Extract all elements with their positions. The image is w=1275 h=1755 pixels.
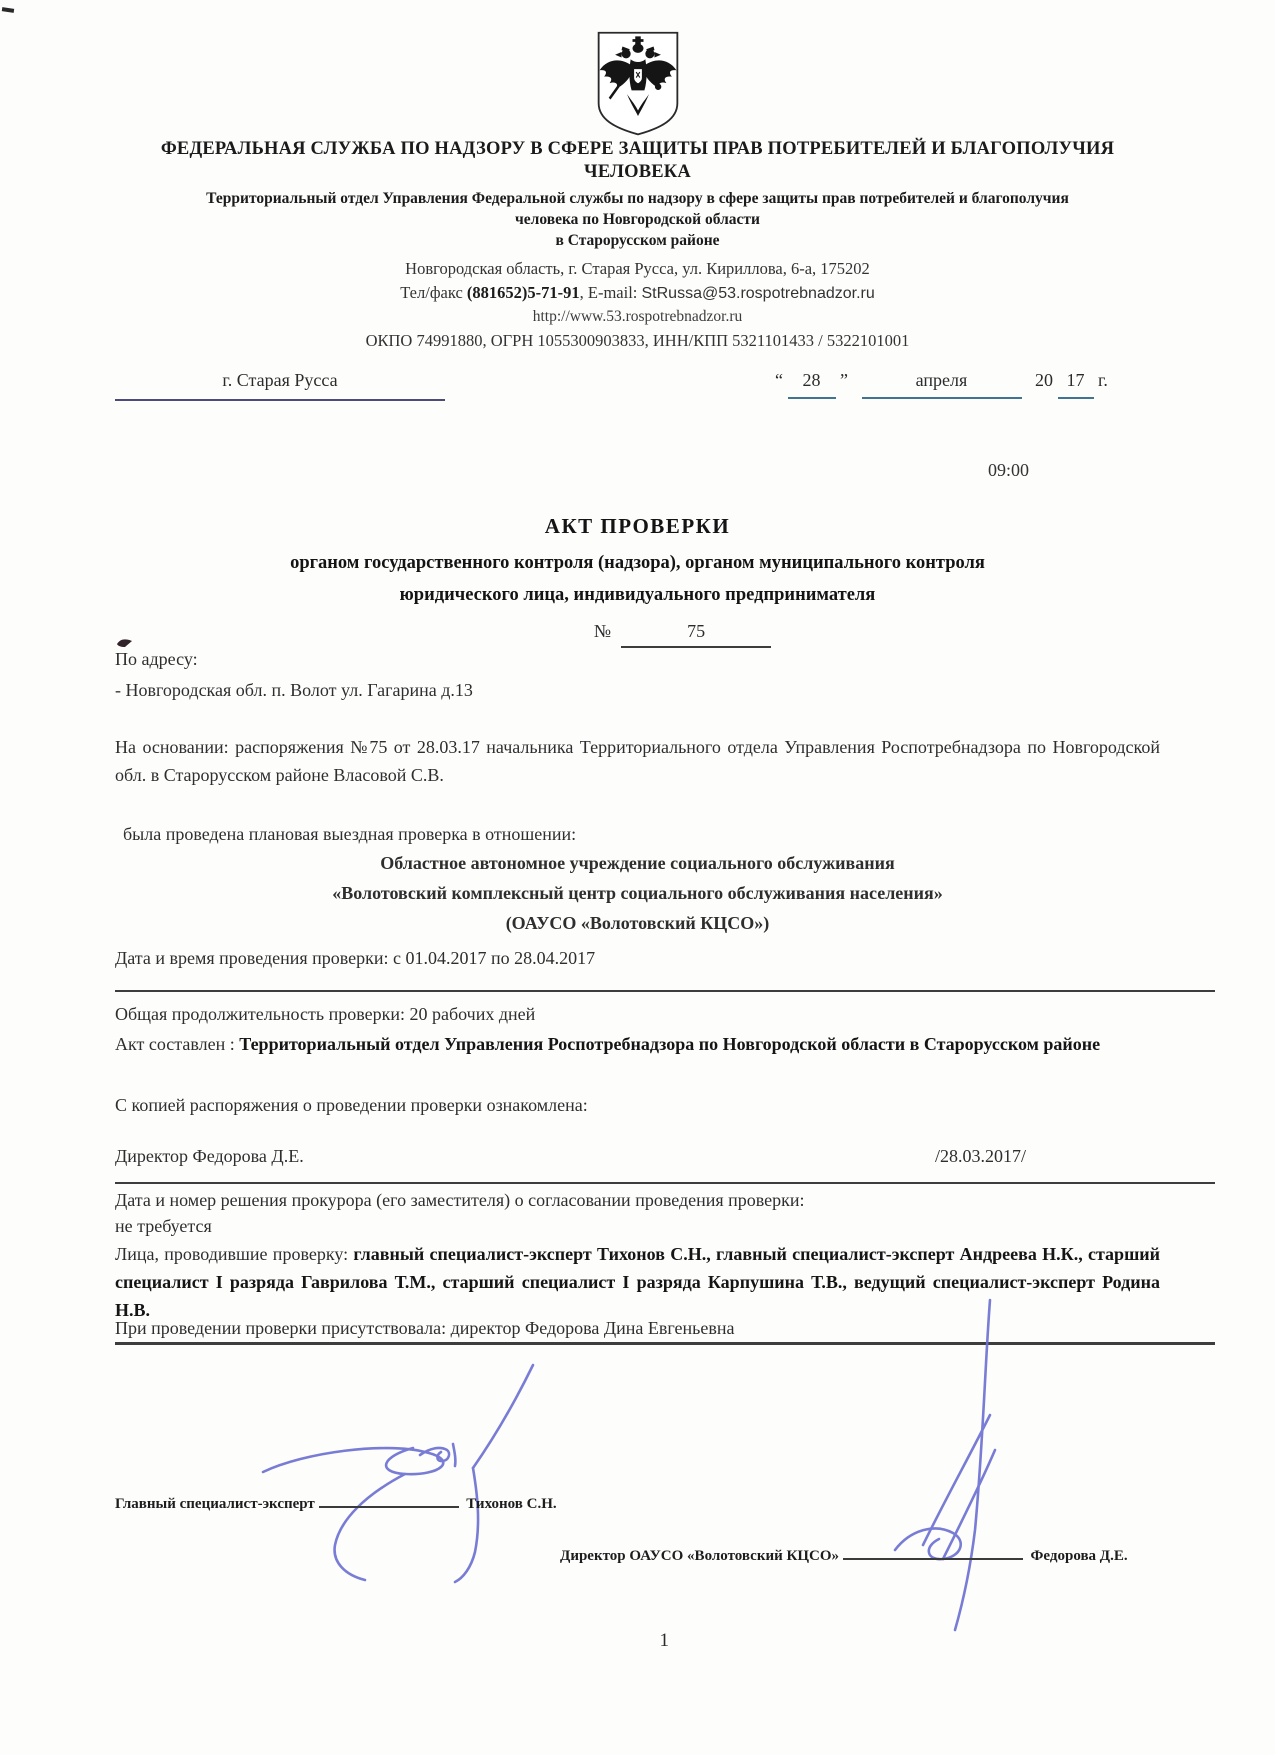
postal-address: Новгородская область, г. Старая Русса, ул. Кириллова, 6-а, 175202 <box>405 259 870 278</box>
left-signature-row <box>115 1492 557 1513</box>
act-number: 75 <box>621 621 771 648</box>
act-label: Акт составлен : <box>115 1034 240 1054</box>
act-composed-line <box>115 1030 1160 1058</box>
phone-label: Тел/факс <box>400 283 467 302</box>
basis-paragraph: На основании: распоряжения №75 от 28.03.17 начальника Территориального отдела Управления Роспотребнадзора по Новгородской обл. в Старорусском районе Власовой С.В. <box>115 737 1160 785</box>
year-prefix: 20 <box>1035 370 1053 390</box>
org-name-line3: (ОАУСО «Волотовский КЦСО») <box>505 913 770 933</box>
territorial-line2: человека по Новгородской области <box>515 211 760 228</box>
inspection-time: 09:00 <box>988 460 1030 480</box>
document-title: АКТ ПРОВЕРКИ <box>544 514 731 538</box>
quote-open: “ <box>775 370 783 390</box>
address-label: По адресу: <box>115 649 198 669</box>
duration-line: Общая продолжительность проверки: 20 рабочих дней <box>115 1004 536 1024</box>
right-signature-row <box>560 1544 1128 1565</box>
director-acknowledgement-row <box>115 1142 1160 1170</box>
service-name-line2: ЧЕЛОВЕКА <box>584 162 691 182</box>
right-signature-name: Федорова Д.Е. <box>1030 1548 1128 1564</box>
horizontal-rule <box>115 1182 1215 1184</box>
territorial-line3: в Старорусском районе <box>555 232 720 249</box>
document-subtitle-2: юридического лица, индивидуального предпринимателя <box>399 585 876 605</box>
right-signature-title: Директор ОАУСО «Волотовский КЦСО» <box>560 1548 843 1564</box>
org-name-line2: «Волотовский комплексный центр социального обслуживания населения» <box>332 883 943 903</box>
copy-acknowledged-line: С копией распоряжения о проведении проверки ознакомлена: <box>115 1095 588 1115</box>
month-field: апреля <box>862 370 1022 399</box>
inspectors-names: главный специалист-эксперт Тихонов С.Н., главный специалист-эксперт Андреева Н.К., старший специалист I разряда Гаврилова Т.М., старший специалист I разряда Карпушина Т.В., ведущий специалист-эксперт Родина Н.В. <box>115 1244 1161 1320</box>
year-word: г. <box>1098 370 1108 390</box>
act-value: Территориальный отдел Управления Роспотребнадзора по Новгородской области в Старорусском районе <box>239 1034 1101 1054</box>
prosecutor-value: не требуется <box>115 1216 212 1236</box>
address-value: - Новгородская обл. п. Волот ул. Гагарина д.13 <box>115 680 473 700</box>
prosecutor-line: Дата и номер решения прокурора (его заместителя) о согласовании проведения проверки: <box>115 1190 805 1210</box>
document-subtitle-1: органом государственного контроля (надзора), органом муниципального контроля <box>290 553 985 573</box>
org-name-line1: Областное автономное учреждение социального обслуживания <box>380 853 895 873</box>
territorial-line1: Территориальный отдел Управления Федеральной службы по надзору в сфере защиты прав потребителей и благополучия <box>206 190 1069 207</box>
quote-close: ” <box>840 370 848 390</box>
left-signature-line <box>319 1492 459 1508</box>
inspectors-label: Лица, проводившие проверку: <box>115 1244 354 1264</box>
horizontal-rule <box>115 1342 1215 1345</box>
acknowledgement-date: /28.03.2017/ <box>935 1146 1027 1166</box>
email-address: StRussa@53.rospotrebnadzor.ru <box>641 285 875 302</box>
inspection-intro: была проведена плановая выездная проверка в отношении: <box>123 824 577 844</box>
city-field: г. Старая Русса <box>115 370 445 401</box>
left-signature-title: Главный специалист-эксперт <box>115 1496 315 1512</box>
inspection-dates: Дата и время проведения проверки: с 01.04.2017 по 28.04.2017 <box>115 948 596 968</box>
inspectors-paragraph <box>115 1240 1160 1324</box>
present-person-line: При проведении проверки присутствовала: директор Федорова Дина Евгеньевна <box>115 1318 735 1338</box>
website-url: http://www.53.rospotrebnadzor.ru <box>532 308 743 325</box>
page-number: 1 <box>659 1630 669 1651</box>
scan-artifact-corner <box>2 7 14 13</box>
director-name-line: Директор Федорова Д.Е. <box>115 1146 304 1166</box>
email-label: , E-mail: <box>579 283 642 302</box>
service-name-line1: ФЕДЕРАЛЬНАЯ СЛУЖБА ПО НАДЗОРУ В СФЕРЕ ЗАЩИТЫ ПРАВ ПОТРЕБИТЕЛЕЙ И БЛАГОПОЛУЧИЯ <box>160 139 1115 159</box>
day-field: 28 <box>788 370 836 399</box>
phone-number: (881652)5-71-91 <box>466 283 580 302</box>
left-signature-name: Тихонов С.Н. <box>466 1496 557 1512</box>
registry-codes: ОКПО 74991880, ОГРН 1055300903833, ИНН/КПП 5321101433 / 5322101001 <box>365 331 910 350</box>
horizontal-rule <box>115 990 1215 992</box>
number-label: № <box>593 621 612 641</box>
right-signature-line <box>843 1544 1023 1560</box>
year-field: 17 <box>1058 370 1094 399</box>
